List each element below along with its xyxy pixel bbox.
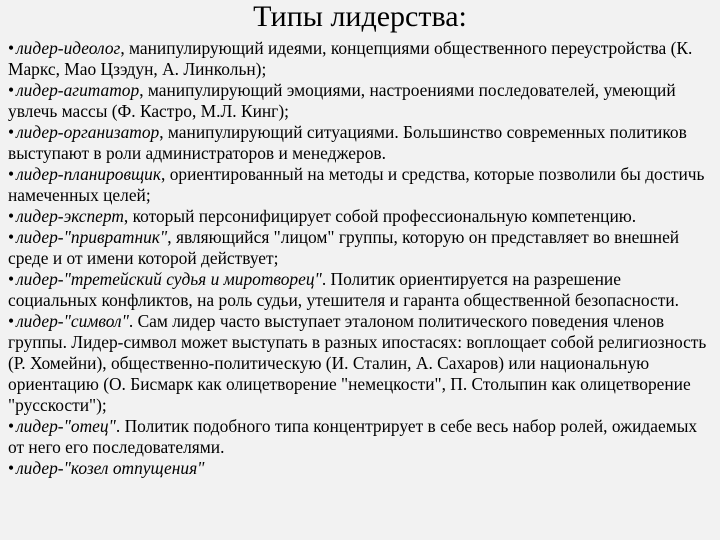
item-term: лидер-"козел отпущения" (16, 458, 205, 478)
list-item (8, 164, 712, 206)
list-item (8, 269, 712, 311)
list-item (8, 416, 712, 458)
item-term: лидер-"символ" (16, 311, 129, 331)
bullet: • (8, 269, 15, 289)
item-term: лидер-"привратник" (16, 227, 168, 247)
bullet: • (8, 416, 15, 436)
bullet: • (8, 311, 15, 331)
item-text: , манипулирующий идеями, концепциями общественного переустройства (К. Маркс, Мао Цзэдун, А. Линкольн); (8, 38, 693, 79)
bullet: • (8, 206, 15, 226)
item-text: , манипулирующий ситуациями. Большинство современных политиков выступают в роли администраторов и менеджеров. (8, 122, 687, 163)
item-term: лидер-"отец" (16, 416, 116, 436)
item-term: лидер-эксперт (16, 206, 124, 226)
list-item (8, 122, 712, 164)
bullet: • (8, 458, 15, 478)
item-term: лидер-планировщик (16, 164, 161, 184)
list-item (8, 38, 712, 80)
slide-title: Типы лидерства: (253, 0, 467, 33)
item-text: , который персонифицирует собой профессиональную компетенцию. (123, 206, 637, 226)
list-item (8, 80, 712, 122)
list-item (8, 206, 712, 227)
list-item (8, 311, 712, 416)
item-text: . Сам лидер часто выступает эталоном политического поведения членов группы. Лидер-символ может выступать в разных ипостасях: воплощает собой религиозность (Р. Хомейни), общественно-политическую (И. Сталин, А. Сахаров) или национальную ориентацию (О. Бисмарк как олицетворение "немецкости", П. Столыпин как олицетворение "русскости"); (8, 311, 707, 415)
item-term: лидер-"третейский судья и миротворец" (16, 269, 322, 289)
item-text: , ориентированный на методы и средства, которые позволили бы достичь намеченных целей; (8, 164, 705, 205)
list-item (8, 458, 712, 479)
item-text: , являющийся "лицом" группы, которую он представляет во внешней среде и от имени которой действует; (8, 227, 680, 268)
bullet: • (8, 80, 15, 100)
bullet: • (8, 38, 15, 58)
bullet: • (8, 164, 15, 184)
item-term: лидер-агитатор (16, 80, 140, 100)
item-term: лидер-организатор (16, 122, 160, 142)
item-term: лидер-идеолог (16, 38, 121, 58)
list-item (8, 227, 712, 269)
leadership-types-list (8, 38, 712, 479)
item-text: . Политик ориентируется на разрешение социальных конфликтов, на роль судьи, утешителя и гаранта общественной безопасности. (8, 269, 680, 310)
item-text: , манипулирующий эмоциями, настроениями последователей, умеющий увлечь массы (Ф. Кастро, М.Л. Кинг); (8, 80, 676, 121)
item-text: . Политик подобного типа концентрирует в себе весь набор ролей, ожидаемых от него его последователями. (8, 416, 698, 457)
bullet: • (8, 122, 15, 142)
bullet: • (8, 227, 15, 247)
